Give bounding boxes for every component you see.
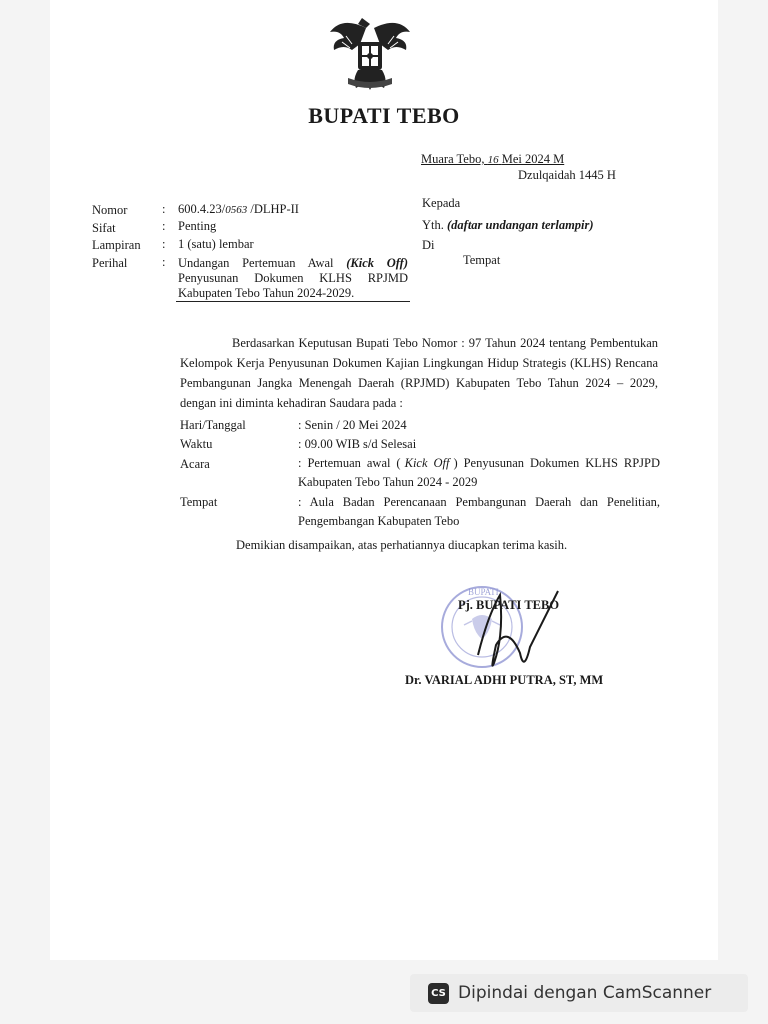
camscanner-logo-icon: CS	[428, 983, 449, 1004]
acara-prefix: : Pertemuan awal (	[298, 456, 401, 470]
date-place: Muara Tebo,	[421, 152, 485, 166]
waktu-label: Waktu	[180, 437, 213, 451]
perihal-colon: :	[162, 255, 166, 269]
handwritten-signature	[460, 585, 570, 685]
acara-label: Acara	[180, 457, 210, 471]
nomor-value	[178, 202, 299, 217]
date-hijri: Dzulqaidah 1445 H	[518, 168, 616, 182]
acara-suffix: ) Penyusunan Dokumen KLHS RPJPD Kabupaten Tebo Tahun 2024 - 2029	[298, 456, 660, 489]
stamp-text: BUPATI	[468, 587, 499, 597]
camscanner-text: Dipindai dengan CamScanner	[458, 983, 712, 1003]
hari-label: Hari/Tanggal	[180, 418, 246, 432]
date-month-year: Mei 2024 M	[501, 152, 565, 166]
recipient-yth-label: Yth.	[422, 218, 444, 232]
hari-value: : Senin / 20 Mei 2024	[298, 418, 407, 432]
recipient-yth	[422, 218, 594, 233]
garuda-emblem-icon	[322, 14, 418, 94]
lampiran-label: Lampiran	[92, 238, 141, 252]
nomor-handwritten: 0563	[225, 204, 248, 216]
signatory-name: Dr. VARIAL ADHI PUTRA, ST, MM	[405, 673, 604, 687]
signatory-title: Pj. BUPATI TEBO	[458, 598, 560, 612]
closing-sentence: Demikian disampaikan, atas perhatiannya diucapkan terima kasih.	[236, 538, 568, 552]
perihal-divider	[176, 301, 410, 302]
tempat-value: : Aula Badan Perencanaan Pembangunan Daerah dan Penelitian, Pengembangan Kabupaten Tebo	[298, 495, 660, 528]
recipient-tempat: Tempat	[463, 253, 501, 267]
nomor-prefix: 600.4.23/	[178, 202, 226, 216]
body-paragraph	[180, 333, 658, 413]
waktu-value: : 09.00 WIB s/d Selesai	[298, 437, 417, 451]
camscanner-watermark	[410, 974, 748, 1012]
perihal-kick-off: (Kick Off)	[346, 256, 408, 270]
letterhead-title: BUPATI TEBO	[308, 103, 460, 128]
perihal-label: Perihal	[92, 256, 128, 270]
recipient-di: Di	[422, 238, 435, 252]
lampiran-colon: :	[162, 237, 166, 251]
date-day-handwritten: 16	[487, 154, 499, 166]
acara-kick-off: Kick Off	[404, 456, 450, 470]
date-line	[421, 152, 564, 167]
body-paragraph-text: Berdasarkan Keputusan Bupati Tebo Nomor : 97 Tahun 2024 tentang Pembentukan Kelompok Kerja Penyusunan Dokumen Kajian Lingkungan Hidup Strategis (KLHS) Rencana Pembangunan Jangka Menengah Daerah (RPJMD) Kabupaten Tebo Tahun 2024 – 2029, dengan ini diminta kehadiran Saudara pada :	[180, 336, 658, 410]
nomor-colon: :	[162, 202, 166, 216]
perihal-text-1: Undangan Pertemuan Awal	[178, 256, 334, 270]
nomor-label: Nomor	[92, 203, 128, 217]
nomor-suffix: /DLHP-II	[250, 202, 299, 216]
sifat-label: Sifat	[92, 221, 116, 235]
sifat-value: Penting	[178, 219, 217, 233]
recipient-yth-value: (daftar undangan terlampir)	[447, 218, 594, 232]
sifat-colon: :	[162, 219, 166, 233]
perihal-value	[178, 256, 408, 301]
tempat-label: Tempat	[180, 495, 218, 509]
lampiran-value: 1 (satu) lembar	[178, 237, 254, 251]
recipient-kepada: Kepada	[422, 196, 461, 210]
perihal-text-2: Penyusunan Dokumen KLHS RPJMD Kabupaten Tebo Tahun 2024-2029.	[178, 271, 408, 300]
acara-value	[298, 454, 660, 492]
